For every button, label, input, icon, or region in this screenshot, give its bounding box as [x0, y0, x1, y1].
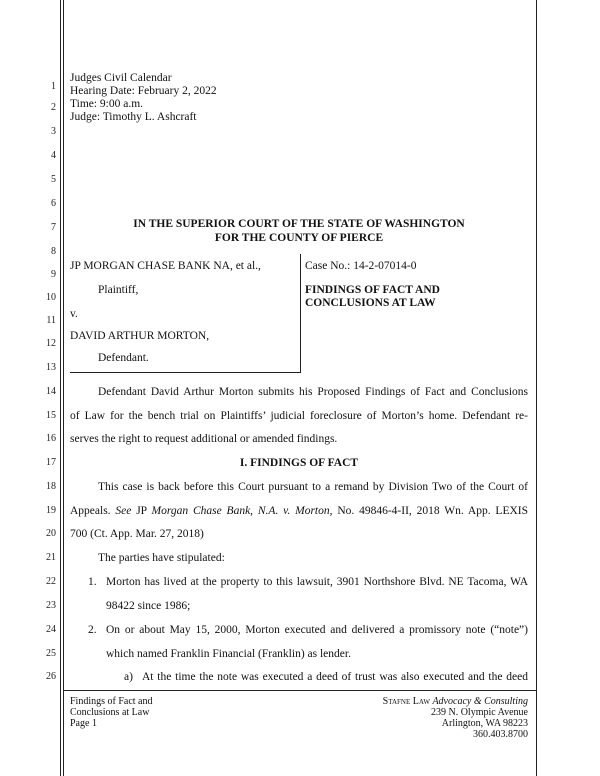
line-number: 7 [51, 222, 56, 233]
line-number: 3 [51, 126, 56, 137]
line-number: 15 [46, 410, 56, 421]
margin-line-left-inner [63, 0, 64, 776]
footer-separator [63, 690, 537, 691]
line-number: 11 [46, 315, 56, 326]
hearing-date: Hearing Date: February 2, 2022 [70, 85, 217, 97]
itemA-letter: a) [124, 671, 133, 683]
line-number: 26 [46, 671, 56, 682]
margin-line-right [536, 0, 537, 776]
item1-number: 1. [88, 576, 97, 588]
line-number: 23 [46, 600, 56, 611]
section-heading-findings: I. FINDINGS OF FACT [239, 457, 359, 469]
p1-line2 [70, 505, 528, 517]
firm-address-2: Arlington, WA 98223 [441, 718, 528, 729]
defendant-label: Defendant. [98, 352, 149, 364]
plaintiff-label: Plaintiff, [98, 284, 139, 296]
line-number: 25 [46, 648, 56, 659]
line-number: 14 [46, 386, 56, 397]
line-number: 16 [46, 433, 56, 444]
line-number: 6 [51, 198, 56, 209]
versus: v. [70, 308, 78, 320]
footer-left [70, 696, 153, 729]
line-number: 4 [51, 150, 56, 161]
plaintiff-name: JP MORGAN CHASE BANK NA, et al., [70, 260, 261, 272]
intro-line3: serves the right to request additional or amended findings. [70, 433, 338, 445]
stipulated-text: The parties have stipulated: [98, 552, 225, 564]
item2-line2: which named Franklin Financial (Franklin) as lender. [106, 648, 351, 660]
line-number: 9 [51, 269, 56, 280]
footer-doc-title-2: Conclusions at Law [70, 707, 150, 718]
line-number: 20 [46, 528, 56, 539]
firm-address-1: 239 N. Olympic Avenue [430, 707, 528, 718]
margin-line-left-outer [60, 0, 61, 776]
line-number: 19 [46, 505, 56, 516]
defendant-name: DAVID ARTHUR MORTON, [70, 330, 210, 342]
line-number: 10 [46, 292, 56, 303]
caption-divider-vertical [300, 254, 301, 372]
firm-name: Stafne Law [382, 696, 430, 707]
footer-firm [330, 696, 528, 707]
intro-line2: of Law for the bench trial on Plaintiffs’ judicial foreclosure of Morton’s home. Defendant re- [70, 410, 528, 422]
p1-line1: This case is back before this Court pursuant to a remand by Division Two of the Court of [98, 481, 528, 493]
line-number: 22 [46, 576, 56, 587]
line-number: 5 [51, 174, 56, 185]
line-number: 21 [46, 552, 56, 563]
judge-name: Judge: Timothy L. Ashcraft [70, 111, 197, 123]
itemA-line1: At the time the note was executed a deed of trust was also executed and the deed [142, 671, 528, 683]
line-number: 1 [51, 81, 56, 92]
intro-line1: Defendant David Arthur Morton submits his Proposed Findings of Fact and Conclusions [98, 386, 528, 398]
item1-line1: Morton has lived at the property to this lawsuit, 3901 Northshore Blvd. NE Tacoma, WA [106, 576, 528, 588]
item2-line1: On or about May 15, 2000, Morton executed and delivered a promissory note (“note”) [106, 624, 528, 636]
case-citation: Morgan Chase Bank, N.A. v. Morton [151, 505, 330, 517]
line-number: 8 [51, 246, 56, 257]
document-title-line2: CONCLUSIONS AT LAW [305, 297, 436, 309]
footer-doc-title-1: Findings of Fact and [70, 696, 153, 707]
caption-divider-horizontal [70, 372, 301, 373]
see-signal: See [115, 505, 132, 517]
line-number: 12 [46, 338, 56, 349]
p1-line2-b: JP [131, 505, 152, 517]
line-number: 18 [46, 481, 56, 492]
footer-page-number: Page 1 [70, 718, 97, 729]
line-number: 13 [46, 362, 56, 373]
item2-number: 2. [88, 624, 97, 636]
firm-phone: 360.403.8700 [473, 729, 528, 740]
line-number: 24 [46, 624, 56, 635]
p1-line3: 700 (Ct. App. Mar. 27, 2018) [70, 528, 204, 540]
calendar-label: Judges Civil Calendar [70, 72, 172, 84]
document-title-line1: FINDINGS OF FACT AND [305, 284, 440, 296]
line-number: 2 [51, 102, 56, 113]
firm-tagline: Advocacy & Consulting [432, 696, 528, 707]
item1-line2: 98422 since 1986; [106, 600, 191, 612]
case-number: Case No.: 14-2-07014-0 [305, 260, 417, 272]
p1-line2-a: Appeals. [70, 505, 116, 517]
footer-right [330, 696, 528, 740]
line-number: 17 [46, 457, 56, 468]
p1-line2-c: , No. 49846-4-II, 2018 Wn. App. LEXIS [329, 505, 529, 517]
court-heading-line2: FOR THE COUNTY OF PIERCE [214, 232, 384, 244]
court-heading-line1: IN THE SUPERIOR COURT OF THE STATE OF WASHINGTON [133, 218, 465, 230]
hearing-time: Time: 9:00 a.m. [70, 98, 144, 110]
